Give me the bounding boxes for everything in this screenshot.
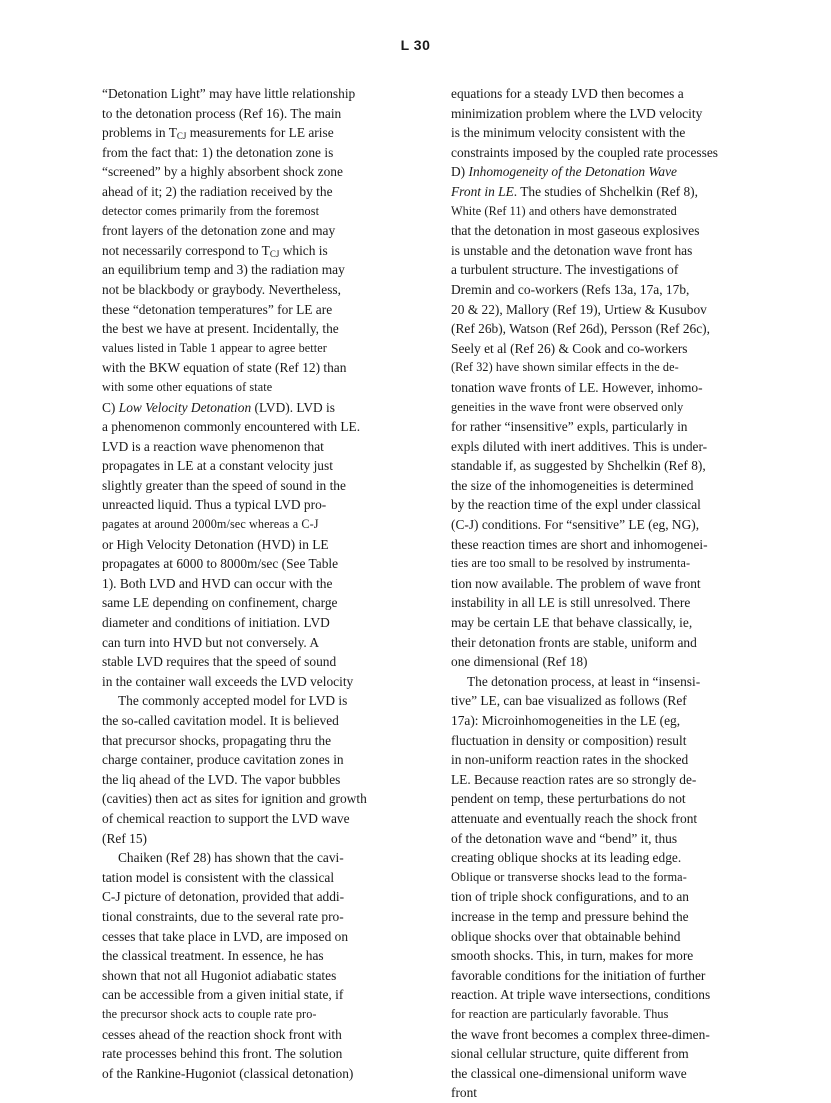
- text-line: tonation wave fronts of LE. However, inhomo-: [451, 379, 703, 395]
- italic-heading: Front in LE: [451, 183, 514, 199]
- text-line: oblique shocks over that obtainable behind: [451, 928, 681, 944]
- text-line: in the container wall exceeds the LVD velocity: [102, 673, 354, 689]
- text-line: Front in LE. The studies of Shchelkin (Ref 8),: [451, 183, 698, 199]
- text-line: D) Inhomogeneity of the Detonation Wave: [451, 164, 677, 180]
- text-line: shown that not all Hugoniot adiabatic states: [102, 967, 337, 983]
- text-line: pagates at around 2000m/sec whereas a C-J: [102, 517, 319, 532]
- text-line: tation model is consistent with the classical: [102, 869, 335, 885]
- text-line: C-J picture of detonation, provided that addi-: [102, 889, 345, 905]
- text-line: smooth shocks. This, in turn, makes for more: [451, 948, 694, 964]
- text-line: a turbulent structure. The investigations of: [451, 262, 679, 278]
- text-line: 20 & 22), Mallory (Ref 19), Urtiew & Kusubov: [451, 301, 707, 317]
- text-line: detector comes primarily from the foremost: [102, 203, 320, 218]
- text-line: “screened” by a highly absorbent shock zone: [102, 164, 343, 180]
- subscript: CJ: [176, 131, 187, 142]
- text-line: these “detonation temperatures” for LE are: [102, 301, 333, 317]
- text-line: constraints imposed by the coupled rate processes: [451, 144, 718, 160]
- page-number: L 30: [400, 37, 431, 53]
- text-line: pendent on temp, these perturbations do not: [451, 791, 686, 807]
- text-line: not be blackbody or graybody. Nevertheless,: [102, 281, 341, 297]
- text-line: ties are too small to be resolved by instrumenta-: [451, 556, 691, 571]
- text-line: (Ref 26b), Watson (Ref 26d), Persson (Ref 26c),: [451, 321, 710, 337]
- text-line: not necessarily correspond to $T_{CJ}$ which is: [102, 242, 328, 259]
- text-line: of the Rankine-Hugoniot (classical detonation): [102, 1065, 354, 1081]
- text-line: may be certain LE that behave classically, ie,: [451, 615, 693, 631]
- text-line: sional cellular structure, quite different from: [451, 1046, 689, 1062]
- text-line: the classical treatment. In essence, he has: [102, 948, 324, 964]
- text-line: (Ref 32) have shown similar effects in the de-: [451, 360, 679, 375]
- text-line: minimization problem where the LVD velocity: [451, 105, 703, 121]
- text-line: the so-called cavitation model. It is believed: [102, 713, 339, 728]
- text-line: 17a): Microinhomogeneities in the LE (eg,: [451, 713, 681, 728]
- text-line: the precursor shock acts to couple rate pro-: [102, 1006, 317, 1021]
- italic-heading: Low Velocity Detonation: [118, 399, 252, 415]
- text-line: geneities in the wave front were observed only: [451, 399, 684, 414]
- text-line: of chemical reaction to support the LVD wave: [102, 810, 350, 826]
- text-line: increase in the temp and pressure behind the: [451, 908, 689, 924]
- text-line: tional constraints, due to the several rate pro-: [102, 908, 344, 924]
- text-line: same LE depending on confinement, charge: [102, 595, 338, 611]
- text-line: ahead of it; 2) the radiation received by the: [102, 183, 333, 199]
- text-line: that precursor shocks, propagating thru the: [102, 732, 332, 748]
- text-line: creating oblique shocks at its leading edge.: [451, 850, 682, 866]
- text-line: front: [451, 1085, 478, 1101]
- text-line: unreacted liquid. Thus a typical LVD pro-: [102, 497, 327, 513]
- text-line: the wave front becomes a complex three-dimen-: [451, 1026, 710, 1042]
- text-line: diameter and conditions of initiation. LVD: [102, 615, 330, 631]
- text-line: tion now available. The problem of wave front: [451, 575, 701, 591]
- text-line: Chaiken (Ref 28) has shown that the cavi-: [118, 850, 344, 866]
- text-line: Dremin and co-workers (Refs 13a, 17a, 17b,: [451, 281, 690, 297]
- text-line: The commonly accepted model for LVD is: [118, 693, 348, 709]
- text-line: or High Velocity Detonation (HVD) in LE: [102, 536, 329, 552]
- text-line: “Detonation Light” may have little relationship: [102, 86, 356, 101]
- text-line: problems in $T_{CJ}$ measurements for LE arise: [102, 125, 334, 142]
- text-line: the classical one-dimensional uniform wave: [451, 1065, 687, 1081]
- text-line: 1). Both LVD and HVD can occur with the: [102, 575, 333, 591]
- text-line: Seely et al (Ref 26) & Cook and co-workers: [451, 340, 688, 356]
- text-line: with some other equations of state: [102, 379, 273, 394]
- subscript: CJ: [269, 248, 280, 259]
- text-line: instability in all LE is still unresolved. There: [451, 595, 691, 611]
- text-line: a phenomenon commonly encountered with LE.: [102, 419, 361, 435]
- text-line: expls diluted with inert additives. This is under-: [451, 438, 708, 454]
- text-line: propagates in LE at a constant velocity just: [102, 458, 333, 474]
- text-line: White (Ref 11) and others have demonstrated: [451, 203, 677, 218]
- text-line: (Ref 15): [102, 830, 147, 846]
- text-line: the size of the inhomogeneities is determined: [451, 477, 694, 493]
- text-line: charge container, produce cavitation zones in: [102, 752, 344, 768]
- text-line: rate processes behind this front. The solution: [102, 1046, 343, 1062]
- text-line: can turn into HVD but not conversely. A: [102, 634, 320, 650]
- text-line: attenuate and eventually reach the shock front: [451, 810, 698, 826]
- left-column: [102, 84, 412, 1083]
- text-line: tion of triple shock configurations, and to an: [451, 889, 690, 905]
- text-line: standable if, as suggested by Shchelkin (Ref 8),: [451, 458, 706, 474]
- text-line: fluctuation in density or composition) result: [451, 732, 687, 748]
- text-line: slightly greater than the speed of sound in the: [102, 477, 346, 493]
- text-line: front layers of the detonation zone and may: [102, 223, 336, 239]
- text-line: stable LVD requires that the speed of sound: [102, 654, 337, 670]
- text-line: is unstable and the detonation wave front has: [451, 242, 693, 258]
- text-line: cesses ahead of the reaction shock front with: [102, 1026, 342, 1042]
- text-line: Oblique or transverse shocks lead to the forma-: [451, 869, 687, 884]
- text-line: to the detonation process (Ref 16). The main: [102, 105, 342, 121]
- text-line: equations for a steady LVD then becomes a: [451, 86, 684, 101]
- text-line: for reaction are particularly favorable. Thus: [451, 1006, 669, 1021]
- italic-heading: Inhomogeneity of the Detonation Wave: [468, 164, 677, 180]
- text-line: propagates at 6000 to 8000m/sec (See Table: [102, 556, 339, 572]
- text-line: reaction. At triple wave intersections, conditions: [451, 987, 711, 1003]
- text-line: the liq ahead of the LVD. The vapor bubbles: [102, 771, 341, 787]
- text-line: in non-uniform reaction rates in the shocked: [451, 752, 689, 768]
- text-line: by the reaction time of the expl under classical: [451, 497, 701, 513]
- text-line: their detonation fronts are stable, uniform and: [451, 634, 697, 650]
- text-line: (C-J) conditions. For “sensitive” LE (eg, NG),: [451, 517, 700, 533]
- text-line: from the fact that: 1) the detonation zone is: [102, 144, 334, 160]
- text-line: C) Low Velocity Detonation (LVD). LVD is: [102, 399, 335, 415]
- right-column: [451, 84, 776, 1103]
- text-line: with the BKW equation of state (Ref 12) than: [102, 360, 347, 376]
- text-line: (cavities) then act as sites for ignition and growth: [102, 791, 367, 807]
- text-line: values listed in Table 1 appear to agree better: [102, 340, 327, 355]
- text-line: these reaction times are short and inhomogenei-: [451, 536, 708, 552]
- text-line: can be accessible from a given initial state, if: [102, 987, 344, 1003]
- text-line: The detonation process, at least in “insensi-: [467, 673, 701, 689]
- text-line: cesses that take place in LVD, are imposed on: [102, 928, 349, 944]
- text-line: for rather “insensitive” expls, particularly in: [451, 419, 688, 435]
- text-line: is the minimum velocity consistent with the: [451, 125, 686, 141]
- text-line: LVD is a reaction wave phenomenon that: [102, 438, 324, 454]
- text-line: one dimensional (Ref 18): [451, 654, 588, 670]
- text-line: of the detonation wave and “bend” it, thus: [451, 830, 678, 846]
- text-line: the best we have at present. Incidentally, the: [102, 321, 339, 337]
- text-line: tive” LE, can bae visualized as follows (Ref: [451, 693, 687, 709]
- text-line: an equilibrium temp and 3) the radiation may: [102, 262, 345, 278]
- text-line: favorable conditions for the initiation of further: [451, 967, 706, 983]
- text-line: that the detonation in most gaseous explosives: [451, 223, 700, 239]
- text-line: LE. Because reaction rates are so strongly de-: [451, 771, 697, 787]
